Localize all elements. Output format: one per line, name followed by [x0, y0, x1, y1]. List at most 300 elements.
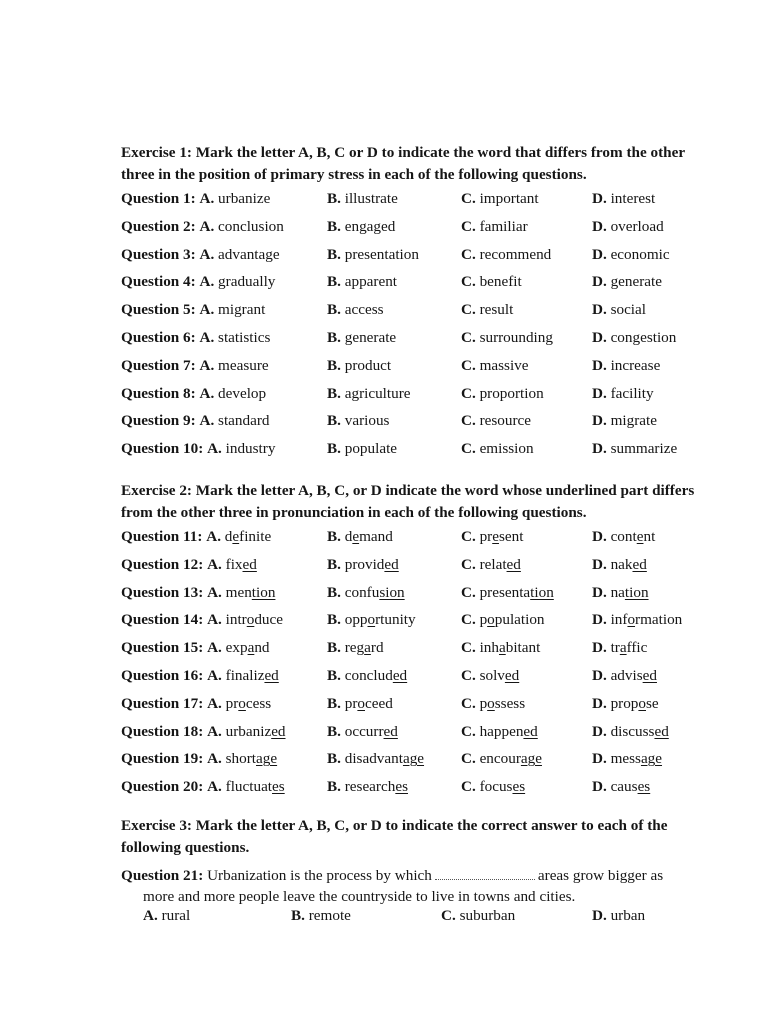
underlined-part: o [487, 611, 495, 629]
word-part-before: fix [225, 555, 243, 573]
word-part-before: caus [610, 778, 638, 796]
option-text: social [610, 301, 646, 319]
option-text: urban [610, 907, 646, 924]
option-letter: D. [592, 907, 607, 924]
question-6-option-c [461, 329, 553, 347]
question-row [121, 695, 721, 723]
option-letter: C. [461, 778, 476, 796]
underlined-part: a [619, 639, 627, 657]
underlined-part: o [627, 611, 636, 629]
option-text: gradually [218, 273, 276, 291]
word-part-before: relat [479, 555, 507, 573]
option-letter: B. [327, 611, 341, 629]
word-part-after: se [646, 694, 659, 712]
option-letter: A. [207, 611, 222, 629]
question-row [121, 412, 721, 440]
question-1-option-b [327, 190, 398, 208]
question-18-option-a [121, 723, 286, 741]
question-row [121, 246, 721, 274]
word-part-before: pr [344, 694, 358, 712]
question-14-option-d [592, 611, 682, 629]
word-part-before: finaliz [225, 666, 265, 684]
option-letter: A. [207, 583, 222, 601]
option-text: advantage [218, 245, 280, 263]
underlined-part: a [498, 639, 506, 657]
word-part-after: sent [498, 528, 524, 545]
question-row [121, 190, 721, 218]
question-3-option-c [461, 246, 551, 264]
exercise-3-title: Exercise 3: Mark the letter A, B, C, or D to indicate the correct answer to each of the following questions. [121, 817, 668, 856]
option-letter: C. [461, 722, 476, 740]
option-text: proportion [479, 384, 544, 402]
word-part-before: fluctuat [225, 778, 273, 796]
word-part-before: cont [610, 528, 637, 545]
word-part-before: inf [610, 611, 628, 629]
exercise-3 [121, 815, 721, 931]
underlined-part: sion [379, 583, 405, 601]
word-part-before: presenta [479, 583, 531, 601]
word-part-after: mand [359, 528, 393, 545]
question-15-option-d [592, 639, 647, 657]
option-text: economic [610, 245, 670, 263]
option-letter: A. [206, 528, 221, 545]
option-text: interest [610, 190, 656, 207]
word-part-before: happen [479, 722, 524, 740]
option-word [345, 584, 405, 601]
question-row [121, 273, 721, 301]
question-label: Question 11: [121, 528, 203, 545]
question-15-option-b [327, 639, 384, 657]
underlined-part: age [256, 750, 278, 768]
option-text: industry [225, 440, 276, 458]
option-word [611, 584, 649, 601]
option-text: develop [218, 384, 267, 402]
option-letter: B. [291, 907, 305, 924]
question-4-option-b [327, 273, 397, 291]
option-word [225, 528, 271, 545]
question-label: Question 3: [121, 245, 196, 263]
question-7-option-a [121, 357, 269, 375]
question-label: Question 16: [121, 666, 204, 684]
option-word [480, 750, 542, 767]
option-letter: C. [461, 611, 476, 629]
word-part-before: discuss [610, 722, 655, 740]
question-8-option-a [121, 385, 266, 403]
option-text: generate [610, 273, 662, 291]
option-text: access [344, 301, 384, 319]
option-word [345, 556, 399, 573]
option-letter: A. [207, 666, 222, 684]
question-20-option-a [121, 778, 285, 796]
question-10-option-a [121, 440, 275, 458]
exercise-1-title: Exercise 1: Mark the letter A, B, C or D to indicate the word that differs from the other three in the position of primary stress in each of the following questions. [121, 144, 685, 183]
question-label: Question 20: [121, 778, 204, 796]
question-label: Question 8: [121, 384, 196, 402]
option-letter: B. [327, 528, 341, 545]
underlined-part: age [520, 750, 542, 768]
option-letter: D. [592, 412, 607, 430]
option-text: suburban [459, 907, 516, 924]
word-part-after: rmation [635, 611, 683, 629]
question-7-option-b [327, 357, 391, 375]
question-17-option-a [121, 695, 271, 713]
question-row [121, 301, 721, 329]
word-part-before: na [610, 583, 625, 601]
question-19-option-a [121, 750, 277, 768]
word-part-before: conclud [344, 666, 393, 684]
word-part-after: ceed [364, 694, 393, 712]
word-part-before: urbaniz [225, 722, 272, 740]
underlined-part: tion [624, 583, 649, 601]
question-21-option-d [592, 907, 645, 925]
option-letter: A. [207, 778, 222, 796]
option-letter: A. [199, 273, 215, 291]
word-part-before: opp [344, 611, 368, 629]
question-9-option-c [461, 412, 531, 430]
option-letter: A. [207, 639, 222, 657]
option-letter: C. [461, 440, 476, 458]
question-3-option-a [121, 246, 280, 264]
question-row [121, 528, 721, 556]
question-13-option-d [592, 584, 649, 602]
underlined-part: ed [506, 555, 521, 573]
option-letter: D. [592, 611, 607, 629]
option-letter: A. [199, 412, 215, 430]
option-letter: C. [461, 273, 476, 291]
option-word [611, 723, 669, 740]
word-part-after: ssess [494, 694, 526, 712]
word-part-before: mess [610, 750, 641, 768]
question-20-option-b [327, 778, 408, 796]
question-15-option-a [121, 639, 270, 657]
question-19-option-d [592, 750, 662, 768]
question-row [121, 357, 721, 385]
option-letter: B. [327, 666, 341, 684]
option-letter: C. [461, 750, 476, 768]
question-8-option-c [461, 385, 544, 403]
word-part-before: focus [479, 778, 513, 796]
option-text: populate [344, 440, 398, 458]
option-letter: C. [461, 694, 476, 712]
option-word [226, 778, 285, 795]
question-row [121, 667, 721, 695]
underlined-part: e [636, 528, 644, 545]
option-word [611, 639, 648, 656]
option-letter: C. [461, 412, 476, 430]
option-text: important [479, 190, 539, 207]
option-word [611, 528, 656, 545]
option-text: massive [479, 356, 529, 374]
word-part-before: reg [344, 639, 365, 657]
option-letter: D. [592, 555, 607, 573]
option-letter: B. [327, 440, 341, 458]
question-16-option-a [121, 667, 279, 685]
word-part-after: duce [254, 611, 283, 629]
word-part-before: disadvant [344, 750, 403, 768]
underlined-part: ed [392, 666, 408, 684]
question-11-option-d [592, 528, 655, 546]
option-letter: D. [592, 440, 607, 458]
question-13-option-a [121, 584, 275, 602]
option-word [480, 528, 524, 545]
question-16-option-b [327, 667, 407, 685]
option-letter: A. [199, 245, 215, 263]
option-text: rural [161, 907, 191, 924]
question-21-stem [121, 865, 721, 907]
answer-blank [435, 868, 535, 880]
question-10-option-d [592, 440, 677, 458]
option-letter: A. [199, 217, 215, 235]
word-part-before: d [224, 528, 233, 545]
word-part-after: pulation [494, 611, 545, 629]
option-text: increase [610, 356, 661, 374]
option-letter: D. [592, 583, 607, 601]
option-letter: D. [592, 384, 607, 402]
option-text: surrounding [479, 328, 553, 346]
question-6-option-b [327, 329, 396, 347]
option-word [345, 611, 416, 628]
option-letter: B. [327, 328, 341, 346]
question-9-option-d [592, 412, 657, 430]
question-label: Question 10: [121, 440, 204, 458]
option-text: result [479, 301, 514, 319]
underlined-part: o [246, 611, 255, 629]
question-row [121, 218, 721, 246]
underlined-part: age [402, 750, 425, 768]
question-20-option-c [461, 778, 525, 796]
underlined-part: o [638, 694, 646, 712]
option-letter: A. [199, 384, 215, 402]
option-letter: B. [327, 412, 341, 430]
word-part-before: confu [344, 583, 380, 601]
option-letter: A. [199, 328, 215, 346]
question-18-option-b [327, 723, 398, 741]
question-12-option-b [327, 556, 399, 574]
word-part-before: p [479, 694, 488, 712]
question-label: Question 12: [121, 555, 204, 573]
question-6-option-a [121, 329, 270, 347]
option-letter: C. [461, 639, 476, 657]
word-part-before: encour [479, 750, 521, 768]
option-word [345, 778, 408, 795]
option-text: product [344, 356, 392, 374]
question-10-option-b [327, 440, 397, 458]
option-word [480, 639, 541, 656]
option-letter: B. [327, 217, 341, 235]
word-part-after: ffic [626, 639, 648, 657]
underlined-part: e [232, 528, 240, 545]
question-21-stem-before: Urbanization is the process by which [207, 867, 432, 884]
underlined-part: es [272, 778, 285, 796]
option-letter: B. [327, 583, 341, 601]
option-letter: B. [327, 190, 341, 207]
question-5-option-b [327, 301, 384, 319]
question-2-option-c [461, 218, 528, 236]
underlined-part: ed [632, 555, 647, 573]
question-1-option-c [461, 190, 539, 208]
underlined-part: ed [384, 555, 399, 573]
question-1-option-a [121, 190, 270, 208]
question-7-option-c [461, 357, 529, 375]
option-text: presentation [344, 245, 419, 263]
word-part-before: p [479, 611, 488, 629]
option-text: congestion [610, 328, 677, 346]
option-word [480, 556, 521, 573]
option-word [611, 778, 651, 795]
option-letter: D. [592, 528, 607, 545]
question-row [121, 385, 721, 413]
question-5-option-d [592, 301, 646, 319]
question-label: Question 13: [121, 583, 204, 601]
question-11-option-c [461, 528, 523, 546]
underlined-part: a [247, 639, 255, 657]
option-word [345, 639, 384, 656]
question-row [121, 639, 721, 667]
word-part-before: tr [610, 639, 620, 657]
option-word [611, 556, 647, 573]
option-letter: B. [327, 356, 341, 374]
question-15-option-c [461, 639, 540, 657]
question-label: Question 19: [121, 750, 204, 768]
underlined-part: o [357, 694, 365, 712]
exercise-2-questions [121, 528, 721, 806]
question-19-option-c [461, 750, 542, 768]
question-6-option-d [592, 329, 676, 347]
word-part-before: inh [479, 639, 499, 657]
question-row [121, 750, 721, 778]
option-letter: D. [592, 666, 607, 684]
option-word [611, 611, 683, 628]
option-letter: D. [592, 217, 607, 235]
question-17-option-c [461, 695, 525, 713]
question-14-option-c [461, 611, 545, 629]
option-letter: C. [461, 190, 476, 207]
word-part-after: rd [370, 639, 384, 657]
question-13-option-b [327, 584, 405, 602]
underlined-part: o [367, 611, 376, 629]
option-text: illustrate [344, 190, 398, 207]
underlined-part: o [238, 694, 246, 712]
option-letter: B. [327, 384, 341, 402]
question-row [121, 778, 721, 806]
underlined-part: ed [264, 666, 279, 684]
exercise-2-title: Exercise 2: Mark the letter A, B, C, or D indicate the word whose underlined part differs from the other three in pronunciation in each of the following questions. [121, 482, 695, 521]
word-part-after: nt [643, 528, 656, 545]
option-letter: B. [327, 245, 341, 263]
option-text: engaged [344, 217, 396, 235]
underlined-part: e [352, 528, 360, 545]
option-text: summarize [610, 440, 678, 458]
underlined-part: ed [523, 722, 538, 740]
underlined-part: a [364, 639, 371, 657]
question-4-option-a [121, 273, 275, 291]
question-18-option-c [461, 723, 538, 741]
option-word [226, 584, 276, 601]
option-text: recommend [479, 245, 552, 263]
option-letter: B. [327, 273, 341, 291]
question-1-option-d [592, 190, 655, 208]
exercise-1-questions [121, 190, 721, 468]
question-5-option-a [121, 301, 265, 319]
option-letter: A. [207, 722, 222, 740]
question-4-option-c [461, 273, 522, 291]
option-text: urbanize [218, 190, 271, 207]
option-letter: B. [327, 301, 341, 319]
option-text: various [344, 412, 390, 430]
option-text: statistics [218, 328, 271, 346]
question-12-option-a [121, 556, 257, 574]
option-letter: B. [327, 722, 341, 740]
question-11-option-b [327, 528, 393, 546]
option-text: benefit [479, 273, 522, 291]
underlined-part: e [492, 528, 499, 545]
question-14-option-a [121, 611, 283, 629]
option-letter: A. [199, 190, 215, 207]
option-word [480, 667, 520, 684]
question-5-option-c [461, 301, 513, 319]
option-word [480, 695, 526, 712]
option-word [345, 750, 424, 767]
option-letter: A. [207, 750, 222, 768]
question-21-options [121, 907, 721, 931]
option-word [345, 528, 393, 545]
option-letter: D. [592, 694, 607, 712]
option-letter: B. [327, 639, 341, 657]
question-8-option-b [327, 385, 411, 403]
option-word [480, 723, 538, 740]
underlined-part: ed [242, 555, 257, 573]
question-9-option-a [121, 412, 270, 430]
option-word [226, 639, 270, 656]
question-12-option-c [461, 556, 521, 574]
question-row [121, 584, 721, 612]
option-letter: B. [327, 778, 341, 796]
word-part-before: occurr [344, 722, 384, 740]
option-word [611, 695, 659, 712]
word-part-before: prop [610, 694, 639, 712]
option-letter: C. [461, 217, 476, 235]
option-letter: C. [461, 555, 476, 573]
option-word [611, 667, 657, 684]
question-label: Question 2: [121, 217, 196, 235]
question-label: Question 15: [121, 639, 204, 657]
option-letter: D. [592, 245, 607, 263]
question-21-option-c [441, 907, 515, 925]
option-word [345, 723, 398, 740]
option-word [226, 611, 283, 628]
option-text: emission [479, 440, 534, 458]
option-letter: D. [592, 356, 607, 374]
question-label: Question 14: [121, 611, 204, 629]
option-text: overload [610, 217, 664, 235]
option-text: migrate [610, 412, 657, 430]
word-part-before: solv [479, 666, 505, 684]
question-10-option-c [461, 440, 534, 458]
question-label: Question 5: [121, 301, 196, 319]
question-3-option-d [592, 246, 670, 264]
underlined-part: ed [654, 722, 669, 740]
question-row [121, 440, 721, 468]
word-part-before: d [344, 528, 353, 545]
option-letter: A. [199, 301, 215, 319]
word-part-after: rtunity [375, 611, 416, 629]
question-label: Question 6: [121, 328, 196, 346]
option-letter: D. [592, 190, 607, 207]
option-letter: B. [327, 555, 341, 573]
option-word [480, 611, 545, 628]
question-14-option-b [327, 611, 416, 629]
option-text: remote [308, 907, 351, 924]
